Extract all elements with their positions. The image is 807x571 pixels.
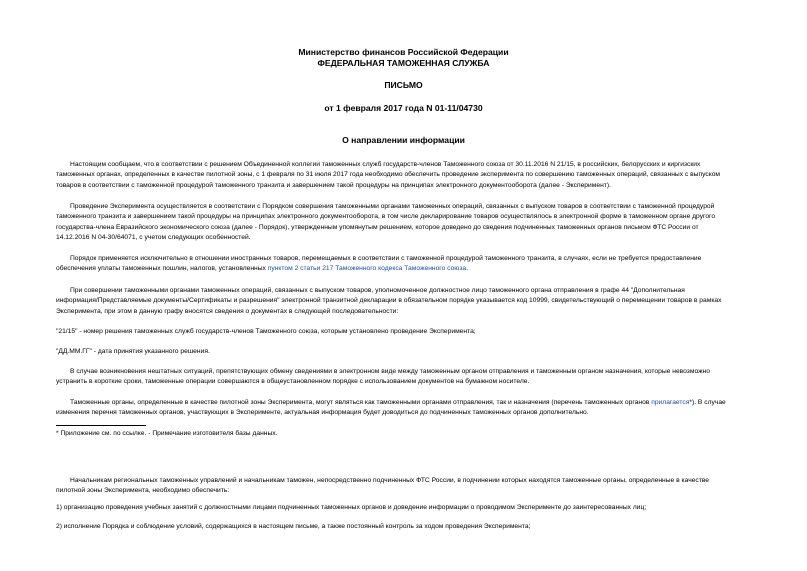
text-line: "21/15" - номер решения таможенных служб государств-членов Таможенного союза, которым установлено проведение Эксперимента; — [56, 328, 476, 335]
document-type: ПИСЬМО — [384, 80, 423, 90]
paragraph-11 — [56, 522, 766, 532]
text-segment: обеспечения уплаты таможенных пошлин, налогов, установленных — [56, 265, 268, 273]
text-line — [56, 398, 766, 408]
text-line: При совершении таможенными органами таможенных операций, связанных с выпуском товаров, уполномоченное должностное лицо таможенного органа отправления в графе 44 "Дополнительная — [70, 287, 685, 294]
text-line: "ДД.ММ.ГГ" - дата принятия указанного решения. — [56, 348, 210, 355]
paragraph-7 — [56, 367, 766, 388]
text-line: Эксперимента, при этом в данную графу вносятся сведения о документах в следующей последовательности: — [56, 307, 399, 315]
service-name: ФЕДЕРАЛЬНАЯ ТАМОЖЕННАЯ СЛУЖБА — [317, 58, 490, 68]
text-line: устранить в короткие сроки, таможенные операции совершаются в общеустановленном порядке с использованием документов на бумажном носителе. — [56, 378, 530, 386]
text-segment: . — [466, 265, 468, 273]
paragraph-9 — [56, 476, 766, 497]
text-line: таможенных органах, определенных в качестве пилотной зоны, с 1 февраля по 31 июля 2017 года необходимо обеспечить проведение эксперимента по совершению таможенных операций, связанных с выпуском — [56, 171, 721, 179]
paragraph-4 — [56, 286, 766, 317]
paragraph-2 — [56, 202, 766, 244]
text-segment: *). В случае — [689, 399, 726, 406]
text-line: Проведение Эксперимента осуществляется в соответствии с Порядком совершения таможенными органами таможенных операций, связанных с выпуском товаров в соответствии с таможенной процедурой — [70, 203, 715, 210]
text-line: государства-члена Евразийского экономического союза (далее - Порядок), утвержденным упомянутым решением, которое доведено до сведения подчиненных таможенных органов письмом ФТС России от — [56, 223, 699, 231]
footnote-divider — [56, 425, 146, 426]
paragraph-3 — [56, 254, 766, 275]
text-line: 2) исполнение Порядка и соблюдение условий, содержащихся в настоящем письме, а также постоянный контроль за ходом проведения Эксперимента; — [56, 523, 531, 530]
customs-code-link[interactable]: пунктом 2 статьи 217 Таможенного кодекса Таможенного союза — [267, 265, 467, 273]
text-line: таможенного транзита и завершением такой процедуры на принципах электронного документооборота, в том числе декларирование товаров осуществлялось в электронной форме в таможенном органе другого — [56, 213, 716, 221]
text-line: Начальникам региональных таможенных управлений и начальникам таможен, непосредственно подчиненных ФТС России, в подчинении которых находятся таможенные органы, определенные в качестве — [70, 477, 709, 484]
text-line: Настоящим сообщаем, что в соответствии с решением Объединенной коллегии таможенных служб государств-членов Таможенного союза от 30.11.2016 N 21/15, в российских, белорусских и киргизских — [70, 161, 701, 168]
text-line: 14.12.2016 N 04-30/64071, с учетом следующих особенностей. — [56, 234, 251, 242]
text-line: информация/Представляемые документы/Сертификаты и разрешения" электронной транзитной декларации в обязательном порядке указывается код 10999, свидетельствующий о перемещении товаров в рамках — [56, 297, 722, 305]
paragraph-10 — [56, 503, 766, 513]
text-line: пилотной зоны Эксперимента, необходимо обеспечить: — [56, 487, 230, 495]
document-subject: О направлении информации — [342, 135, 465, 145]
text-line: 1) организацию проведения учебных занятий с должностными лицами подчиненных таможенных органов и доведение информации о проводимом Эксперименте до заинтересованных лиц; — [56, 504, 647, 511]
document-date-number: от 1 февраля 2017 года N 01-11/04730 — [324, 103, 483, 113]
text-line: товаров в соответствии с таможенной процедурой таможенного транзита и завершением такой процедуры на принципах электронного документооборота (далее - Эксперимент). — [56, 181, 611, 189]
text-line: В случае возникновения нештатных ситуаций, препятствующих обмену сведениями в электронном виде между таможенным органом отправления и таможенным органом назначения, которые невозможно — [70, 368, 710, 375]
paragraph-8 — [56, 398, 766, 419]
paragraph-6 — [56, 347, 766, 357]
text-line — [56, 264, 766, 274]
text-line: Порядок применяется исключительно в отношении иностранных товаров, перемещаемых в соответствии с таможенной процедурой таможенного транзита, в случаях, если не требуется предоставление — [70, 255, 702, 262]
paragraph-5 — [56, 327, 766, 337]
footnote-text: * Приложение см. по ссылке. - Примечание изготовителя базы данных. — [56, 430, 278, 437]
text-segment: Таможенные органы, определенные в качестве пилотной зоны Эксперимента, могут являться как таможенными органами отправления, так и назначения (перечень таможенных органов — [70, 399, 652, 406]
footnote — [56, 429, 766, 439]
text-line: изменения перечня таможенных органов, участвующих в Эксперименте, актуальная информация будет доводиться до подчиненных таможенных органов дополнительно. — [56, 409, 589, 417]
attachment-link[interactable]: прилагается — [651, 399, 690, 406]
paragraph-1 — [56, 160, 766, 191]
ministry-name: Министерство финансов Российской Федерации — [298, 47, 509, 57]
